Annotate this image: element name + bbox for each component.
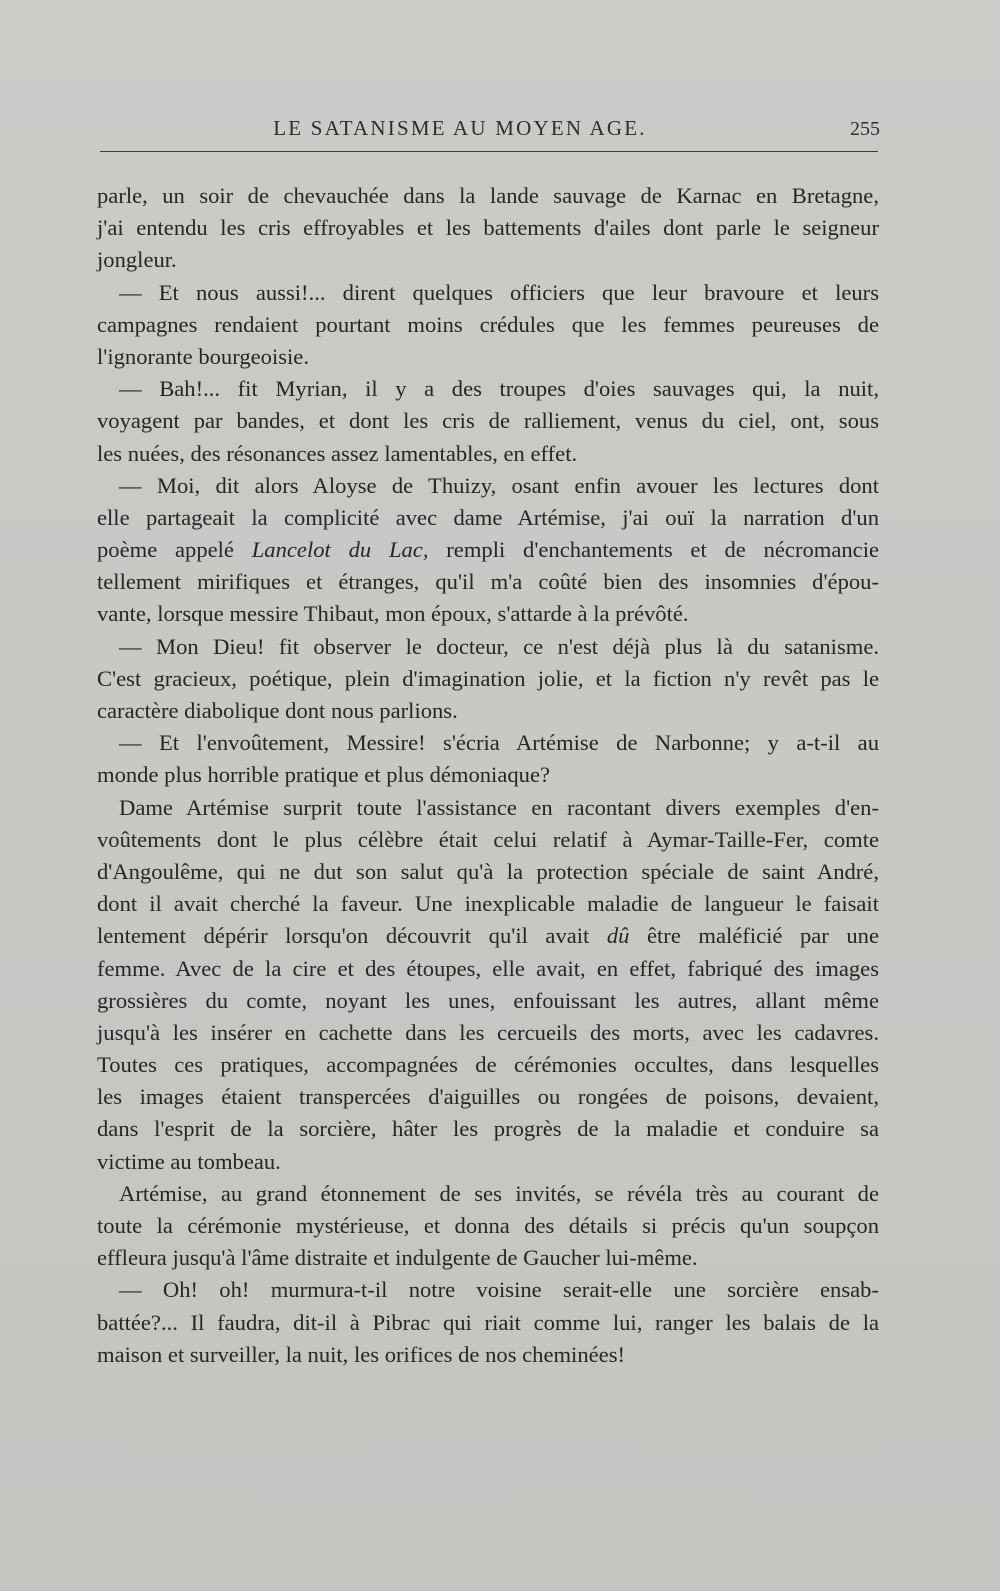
- text-line: voûtements dont le plus célèbre était celui relatif à Aymar-Taille-Fer, comte: [97, 826, 879, 852]
- text-line: monde plus horrible pratique et plus démoniaque?: [97, 762, 551, 788]
- text-line: maison et surveiller, la nuit, les orifices de nos cheminées!: [97, 1341, 626, 1367]
- text-line: Toutes ces pratiques, accompagnées de cérémonies occultes, dans lesquelles: [97, 1052, 879, 1078]
- text-line: voyagent par bandes, et dont les cris de ralliement, venus du ciel, ont, sous: [97, 408, 879, 434]
- text-line: — Moi, dit alors Aloyse de Thuizy, osant enfin avouer les lectures dont: [119, 472, 879, 498]
- text-line: d'Angoulême, qui ne dut son salut qu'à la protection spéciale de saint André,: [97, 858, 879, 884]
- text-line: femme. Avec de la cire et des étoupes, elle avait, en effet, fabriqué des images: [97, 955, 879, 981]
- running-title: LE SATANISME AU MOYEN AGE.: [273, 116, 647, 140]
- text-line-with-italic: [97, 920, 879, 952]
- page-number: 255: [850, 118, 880, 140]
- text-line: parle, un soir de chevauchée dans la lande sauvage de Karnac en Bretagne,: [97, 183, 879, 208]
- text-line: les images étaient transpercées d'aiguilles ou rongées de poisons, devaient,: [97, 1084, 879, 1110]
- text-line: — Et l'envoûtement, Messire! s'écria Artémise de Narbonne; y a-t-il au: [119, 730, 879, 756]
- italic-title: Lancelot du Lac,: [251, 537, 429, 563]
- text-line: les nuées, des résonances assez lamentables, en effet.: [97, 440, 578, 466]
- text-segment: lentement dépérir lorsqu'on découvrit qu'il avait: [97, 923, 607, 949]
- text-line-with-italic: [97, 534, 879, 566]
- text-line: — Et nous aussi!... dirent quelques officiers que leur bravoure et leurs: [119, 279, 879, 305]
- text-line: dans l'esprit de la sorcière, hâter les progrès de la maladie et conduire sa: [97, 1116, 879, 1142]
- text-line: Dame Artémise surprit toute l'assistance en racontant divers exemples d'en-: [119, 794, 879, 820]
- text-line: effleura jusqu'à l'âme distraite et indulgente de Gaucher lui-même.: [97, 1245, 698, 1271]
- text-line: victime au tombeau.: [97, 1148, 281, 1174]
- text-line: Artémise, au grand étonnement de ses invités, se révéla très au courant de: [119, 1180, 879, 1206]
- text-line: dont il avait cherché la faveur. Une inexplicable maladie de langueur le faisait: [97, 891, 879, 917]
- text-segment: être maléficié par une: [629, 923, 879, 949]
- text-line: caractère diabolique dont nous parlions.: [97, 698, 458, 723]
- italic-word: dû: [606, 923, 630, 949]
- text-line: jongleur.: [97, 247, 177, 273]
- text-line: j'ai entendu les cris effroyables et les battements d'ailes dont parle le seigneur: [97, 215, 879, 241]
- running-head: [100, 110, 880, 146]
- text-line: C'est gracieux, poétique, plein d'imagination jolie, et la fiction n'y revêt pas le: [97, 665, 879, 691]
- text-line: — Mon Dieu! fit observer le docteur, ce n'est déjà plus là du satanisme.: [119, 633, 879, 659]
- text-line: jusqu'à les insérer en cachette dans les cercueils des morts, avec les cadavres.: [97, 1019, 879, 1045]
- text-line: — Oh! oh! murmura-t-il notre voisine serait-elle une sorcière ensab-: [119, 1277, 879, 1303]
- text-segment: poème appelé: [97, 537, 252, 563]
- text-line: campagnes rendaient pourtant moins crédules que les femmes peureuses de: [97, 311, 879, 337]
- text-line: — Bah!... fit Myrian, il y a des troupes d'oies sauvages qui, la nuit,: [119, 376, 879, 402]
- text-line: grossières du comte, noyant les unes, enfouissant les autres, allant même: [97, 987, 879, 1013]
- text-line: toute la cérémonie mystérieuse, et donna des détails si précis qu'un soupçon: [97, 1213, 879, 1238]
- text-line: elle partageait la complicité avec dame Artémise, j'ai ouï la narration d'un: [97, 504, 879, 530]
- text-line: battée?... Il faudra, dit-il à Pibrac qui riait comme lui, ranger les balais de la: [97, 1309, 879, 1335]
- text-line: tellement mirifiques et étranges, qu'il m'a coûté bien des insomnies d'épou-: [97, 569, 879, 595]
- text-line: vante, lorsque messire Thibaut, mon époux, s'attarde à la prévôté.: [97, 601, 689, 627]
- text-line: l'ignorante bourgeoisie.: [97, 343, 309, 369]
- text-segment: rempli d'enchantements et de nécromancie: [428, 537, 880, 563]
- header-rule: [100, 151, 878, 152]
- body-text: [97, 180, 879, 1371]
